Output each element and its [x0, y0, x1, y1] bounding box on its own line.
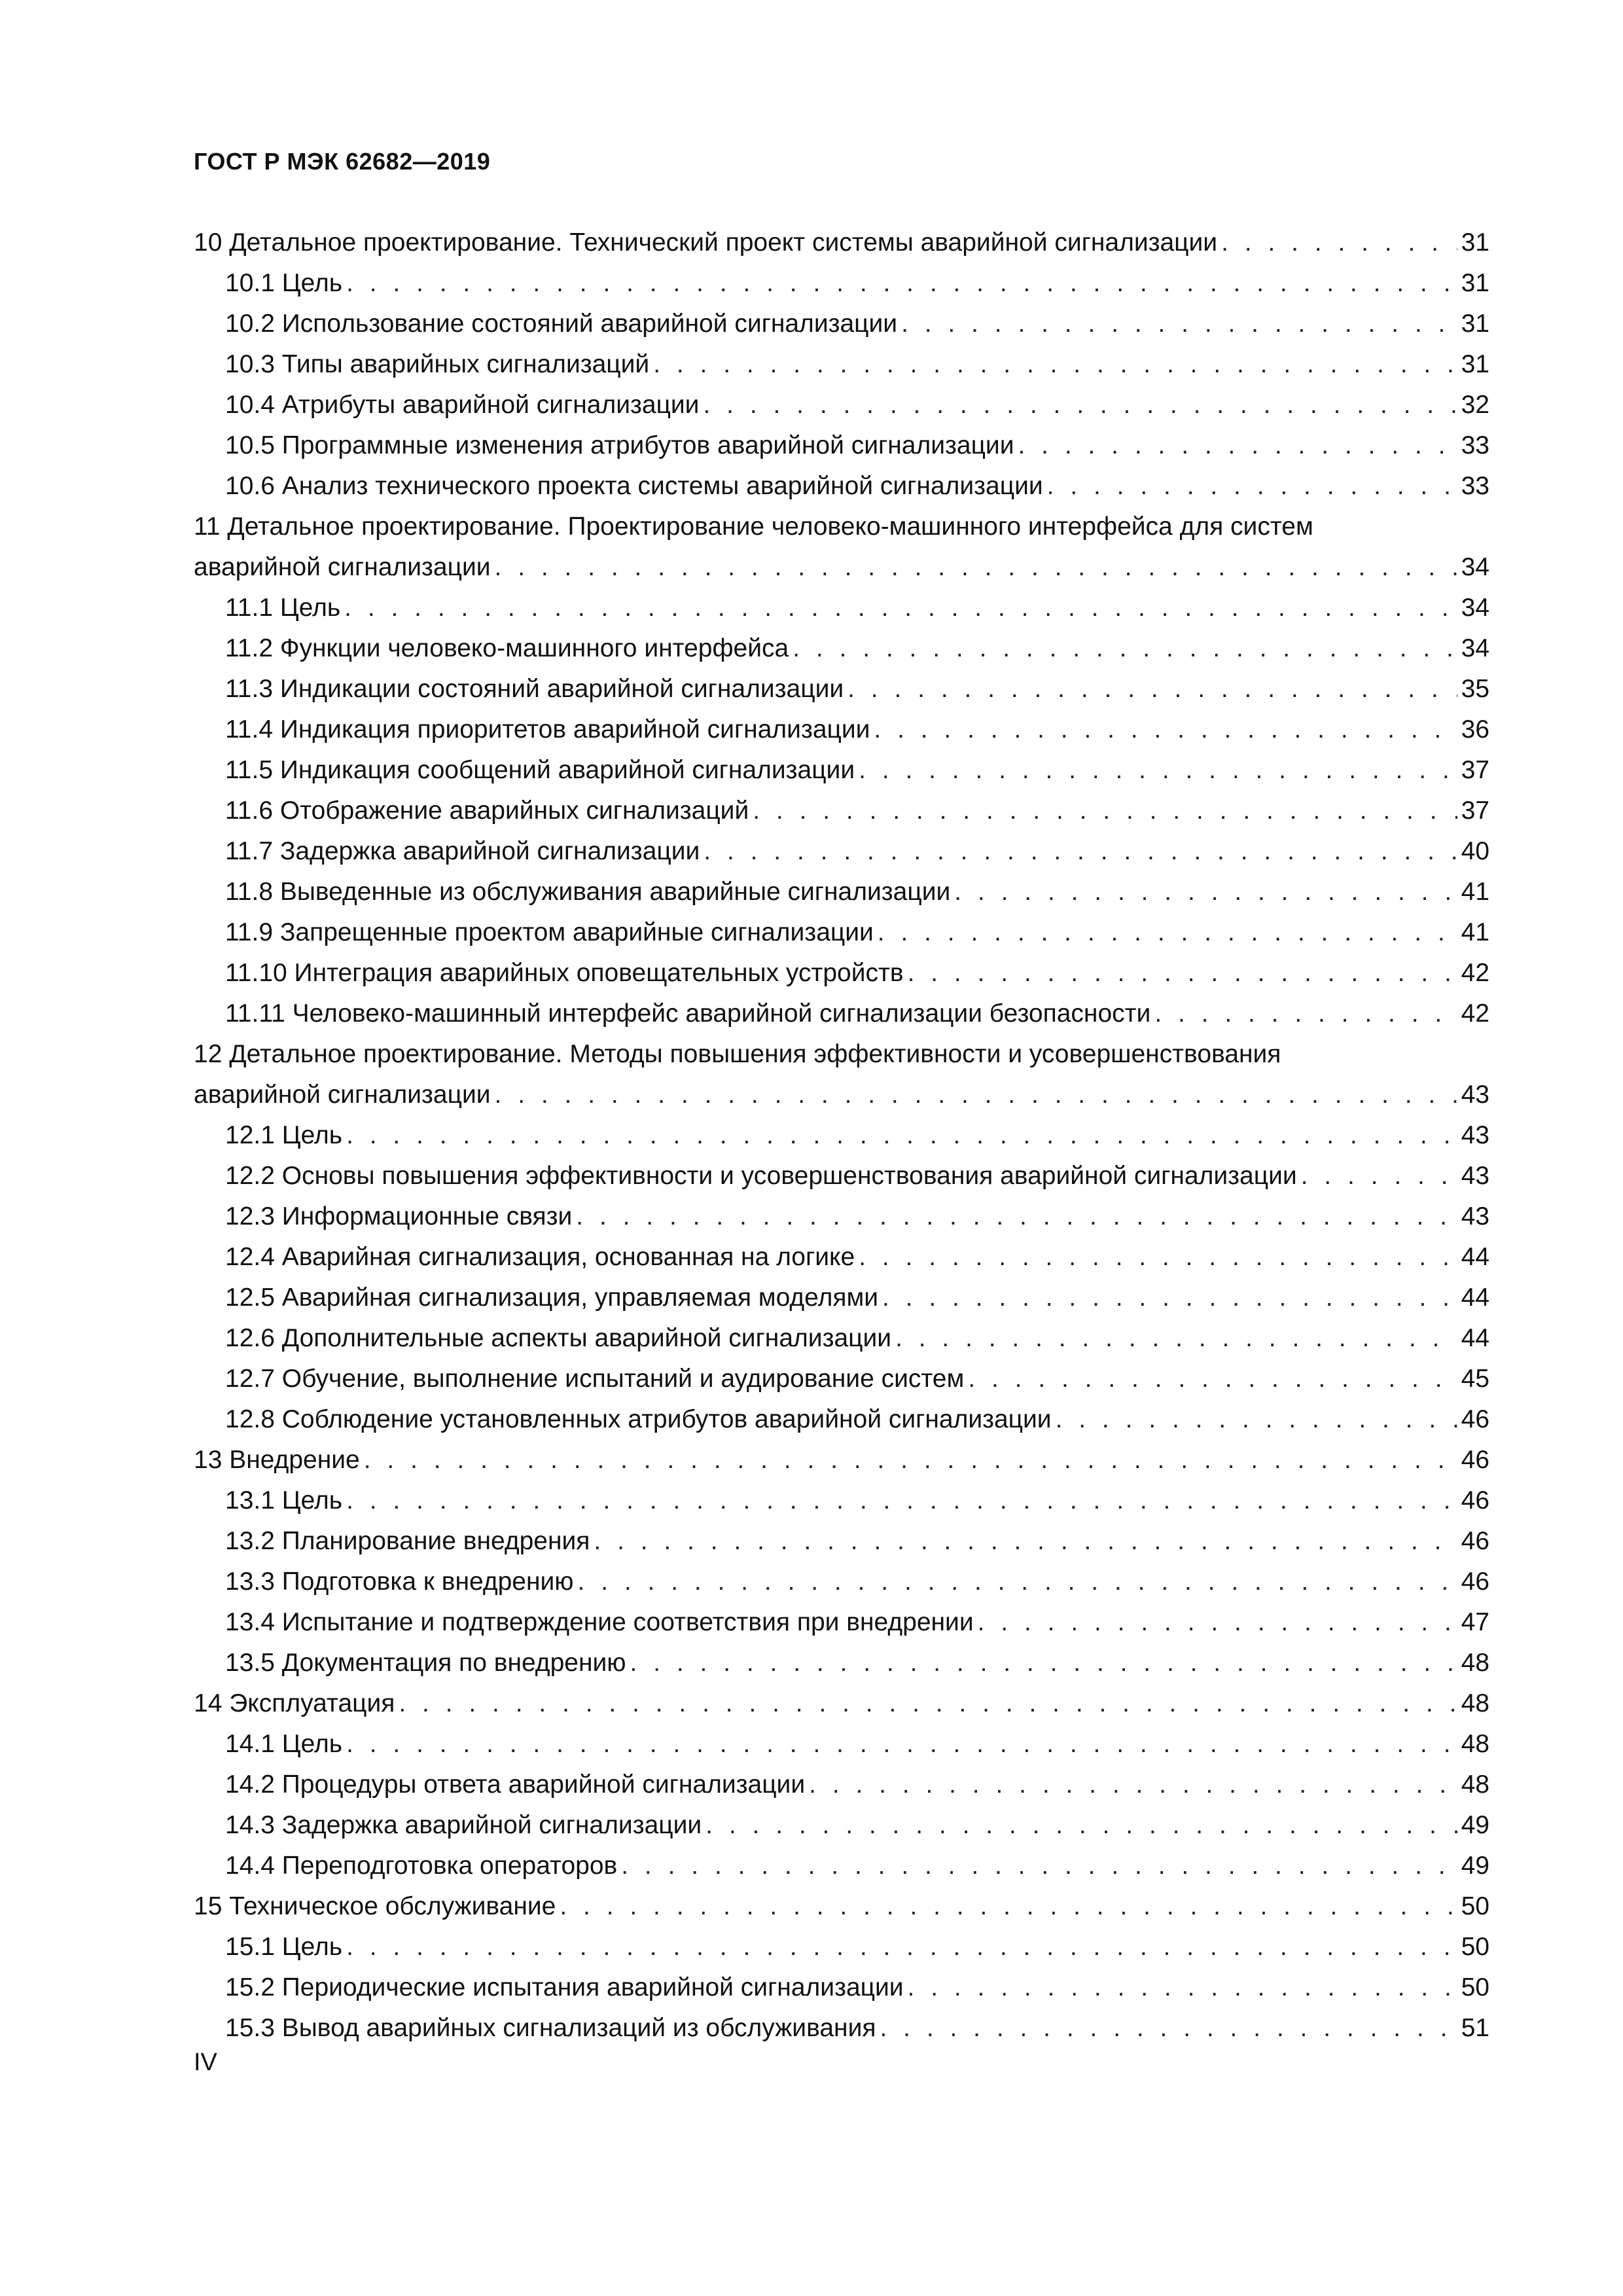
- toc-entry[interactable]: [194, 263, 1489, 304]
- toc-page-number: 48: [1461, 1649, 1489, 1677]
- toc-entry-title: 14.2 Процедуры ответа аварийной сигнализации: [225, 1770, 806, 1799]
- toc-page-number: 31: [1461, 228, 1489, 257]
- page-number: IV: [194, 2049, 217, 2076]
- toc-page-number: 34: [1461, 634, 1489, 662]
- toc-entry-title: 10.4 Атрибуты аварийной сигнализации: [225, 391, 700, 419]
- toc-entry[interactable]: [194, 344, 1489, 385]
- toc-page-number: 51: [1461, 2014, 1489, 2042]
- toc-entry-title: 11.7 Задержка аварийной сигнализации: [225, 837, 700, 865]
- toc-entry[interactable]: [194, 912, 1489, 953]
- toc-page-number: 43: [1461, 1202, 1489, 1230]
- toc-leader-dots: [1047, 466, 1457, 507]
- toc-leader-dots: [882, 1278, 1457, 1318]
- toc-page-number: 50: [1461, 1973, 1489, 2001]
- toc-leader-dots: [954, 872, 1457, 912]
- toc-entry[interactable]: [194, 385, 1489, 425]
- toc-entry-title: 10.1 Цель: [225, 269, 343, 297]
- toc-entry-title: 13.1 Цель: [225, 1486, 343, 1515]
- toc-entry[interactable]: [194, 1480, 1489, 1521]
- toc-entry[interactable]: [194, 1846, 1489, 1886]
- toc-leader-dots: [1154, 994, 1457, 1034]
- toc-entry-title: 14.3 Задержка аварийной сигнализации: [225, 1811, 702, 1839]
- document-header: ГОСТ Р МЭК 62682—2019: [194, 148, 491, 175]
- toc-leader-dots: [895, 1318, 1457, 1359]
- toc-leader-dots: [968, 1359, 1457, 1399]
- toc-entry-title: 13.2 Планирование внедрения: [225, 1527, 590, 1555]
- toc-entry-title: 14 Эксплуатация: [194, 1689, 395, 1717]
- toc-entry[interactable]: [194, 466, 1489, 507]
- toc-entry[interactable]: [194, 953, 1489, 994]
- toc-page-number: 46: [1461, 1568, 1489, 1596]
- toc-leader-dots: [495, 547, 1457, 588]
- toc-page-number: 42: [1461, 959, 1489, 987]
- toc-entry-title-continued: аварийной сигнализации: [194, 1081, 491, 1109]
- toc-leader-dots: [364, 1440, 1457, 1480]
- toc-leader-dots: [704, 831, 1457, 872]
- toc-entry[interactable]: [194, 1724, 1489, 1765]
- toc-entry-title: 11.3 Индикации состояний аварийной сигнализации: [225, 675, 844, 703]
- toc-entry-title: 12.7 Обучение, выполнение испытаний и аудирование систем: [225, 1365, 965, 1393]
- toc-leader-dots: [1301, 1156, 1457, 1196]
- toc-leader-dots: [344, 588, 1457, 628]
- toc-entry-title: 12.3 Информационные связи: [225, 1202, 573, 1230]
- toc-entry-title: 11.11 Человеко-машинный интерфейс аварийной сигнализации безопасности: [225, 999, 1151, 1028]
- toc-entry[interactable]: [194, 1359, 1489, 1399]
- toc-page-number: 42: [1461, 999, 1489, 1028]
- toc-entry-title: 11.4 Индикация приоритетов аварийной сигнализации: [225, 715, 870, 744]
- toc-page-number: 48: [1461, 1730, 1489, 1758]
- toc-entry[interactable]: [194, 1562, 1489, 1602]
- toc-leader-dots: [908, 1967, 1457, 2008]
- toc-entry-title: 11.6 Отображение аварийных сигнализаций: [225, 797, 749, 825]
- toc-entry-title: 12.5 Аварийная сигнализация, управляемая моделями: [225, 1283, 879, 1312]
- toc-leader-dots: [630, 1643, 1457, 1683]
- toc-entry-title-continued: аварийной сигнализации: [194, 553, 491, 581]
- toc-leader-dots: [705, 1805, 1457, 1846]
- toc-page-number: 50: [1461, 1933, 1489, 1961]
- toc-page-number: 37: [1461, 756, 1489, 784]
- toc-leader-dots: [346, 1480, 1457, 1521]
- toc-page-number: 46: [1461, 1527, 1489, 1555]
- toc-entry-title: 15.3 Вывод аварийных сигнализаций из обслуживания: [225, 2014, 876, 2042]
- toc-entry[interactable]: [194, 1237, 1489, 1278]
- toc-entry-title: 12.1 Цель: [225, 1121, 343, 1149]
- toc-page-number: 49: [1461, 1811, 1489, 1839]
- toc-entry[interactable]: [194, 750, 1489, 791]
- toc-page-number: 47: [1461, 1608, 1489, 1636]
- toc-entry-title: 13.4 Испытание и подтверждение соответствия при внедрении: [225, 1608, 974, 1636]
- toc-entry-title: 15.2 Периодические испытания аварийной сигнализации: [225, 1973, 904, 2001]
- toc-entry[interactable]: [194, 1683, 1489, 1724]
- toc-page-number: 43: [1461, 1081, 1489, 1109]
- toc-entry[interactable]: [194, 669, 1489, 709]
- toc-entry[interactable]: [194, 1318, 1489, 1359]
- toc-page-number: 48: [1461, 1689, 1489, 1717]
- toc-entry-title: 12.8 Соблюдение установленных атрибутов аварийной сигнализации: [225, 1405, 1052, 1433]
- toc-entry-title: 13.3 Подготовка к внедрению: [225, 1568, 574, 1596]
- toc-page-number: 40: [1461, 837, 1489, 865]
- toc-leader-dots: [578, 1562, 1457, 1602]
- toc-page-number: 48: [1461, 1770, 1489, 1799]
- toc-leader-dots: [880, 2008, 1457, 2049]
- toc-entry[interactable]: [194, 1399, 1489, 1440]
- toc-page-number: 43: [1461, 1121, 1489, 1149]
- toc-entry-title: 13 Внедрение: [194, 1446, 360, 1474]
- toc-page-number: 44: [1461, 1324, 1489, 1352]
- toc-leader-dots: [978, 1602, 1457, 1643]
- toc-page-number: 35: [1461, 675, 1489, 703]
- toc-entry[interactable]: [194, 1034, 1489, 1115]
- toc-page-number: 31: [1461, 269, 1489, 297]
- toc-entry[interactable]: [194, 1927, 1489, 1967]
- toc-leader-dots: [346, 263, 1457, 304]
- toc-entry[interactable]: [194, 1156, 1489, 1196]
- toc-entry-title: 11.2 Функции человеко-машинного интерфейса: [225, 634, 789, 662]
- toc-entry[interactable]: [194, 1765, 1489, 1805]
- table-of-contents: [194, 223, 1489, 2049]
- toc-entry-title: 10.2 Использование состояний аварийной сигнализации: [225, 310, 898, 338]
- toc-entry[interactable]: [194, 2008, 1489, 2049]
- toc-entry[interactable]: [194, 1440, 1489, 1480]
- toc-page-number: 44: [1461, 1243, 1489, 1271]
- toc-page-number: 49: [1461, 1852, 1489, 1880]
- toc-entry-title: 14.1 Цель: [225, 1730, 343, 1758]
- toc-page-number: 31: [1461, 310, 1489, 338]
- toc-leader-dots: [346, 1724, 1457, 1765]
- toc-entry-title: 11.8 Выведенные из обслуживания аварийные сигнализации: [225, 878, 951, 906]
- toc-page-number: 32: [1461, 391, 1489, 419]
- toc-entry[interactable]: [194, 1278, 1489, 1318]
- toc-entry-title: 10.5 Программные изменения атрибутов аварийной сигнализации: [225, 431, 1014, 459]
- toc-page-number: 45: [1461, 1365, 1489, 1393]
- toc-leader-dots: [346, 1927, 1457, 1967]
- toc-entry-title: 13.5 Документация по внедрению: [225, 1649, 626, 1677]
- toc-entry-title: 15 Техническое обслуживание: [194, 1892, 556, 1920]
- toc-leader-dots: [399, 1683, 1457, 1724]
- toc-entry[interactable]: [194, 223, 1489, 263]
- toc-entry[interactable]: [194, 872, 1489, 912]
- toc-leader-dots: [859, 750, 1457, 791]
- toc-page-number: 46: [1461, 1405, 1489, 1433]
- toc-entry[interactable]: [194, 831, 1489, 872]
- toc-entry[interactable]: [194, 994, 1489, 1034]
- toc-page-number: 34: [1461, 594, 1489, 622]
- toc-page-number: 46: [1461, 1486, 1489, 1515]
- toc-entry[interactable]: [194, 425, 1489, 466]
- toc-entry-title: 15.1 Цель: [225, 1933, 343, 1961]
- toc-entry-title: 12.2 Основы повышения эффективности и усовершенствования аварийной сигнализации: [225, 1162, 1297, 1190]
- toc-leader-dots: [753, 791, 1457, 831]
- toc-entry-title: 11.9 Запрещенные проектом аварийные сигнализации: [225, 918, 874, 946]
- toc-leader-dots: [793, 628, 1457, 669]
- toc-leader-dots: [560, 1886, 1457, 1927]
- toc-entry[interactable]: [194, 1602, 1489, 1643]
- toc-entry[interactable]: [194, 1886, 1489, 1927]
- toc-page-number: 41: [1461, 918, 1489, 946]
- toc-leader-dots: [1056, 1399, 1457, 1440]
- toc-leader-dots: [847, 669, 1457, 709]
- toc-leader-dots: [908, 953, 1457, 994]
- toc-entry[interactable]: [194, 709, 1489, 750]
- toc-leader-dots: [346, 1115, 1457, 1156]
- toc-page-number: 34: [1461, 553, 1489, 581]
- toc-page-number: 33: [1461, 472, 1489, 500]
- toc-leader-dots: [1221, 223, 1457, 263]
- toc-page-number: 33: [1461, 431, 1489, 459]
- toc-leader-dots: [1018, 425, 1457, 466]
- toc-page-number: 43: [1461, 1162, 1489, 1190]
- toc-page-number: 50: [1461, 1892, 1489, 1920]
- toc-leader-dots: [653, 344, 1457, 385]
- toc-leader-dots: [576, 1196, 1457, 1237]
- toc-entry[interactable]: [194, 791, 1489, 831]
- toc-entry-title: 11.5 Индикация сообщений аварийной сигнализации: [225, 756, 855, 784]
- toc-entry[interactable]: [194, 588, 1489, 628]
- toc-leader-dots: [874, 709, 1457, 750]
- toc-entry-title: 10.3 Типы аварийных сигнализаций: [225, 350, 650, 378]
- toc-entry[interactable]: [194, 1521, 1489, 1562]
- toc-page-number: 44: [1461, 1283, 1489, 1312]
- toc-page-number: 41: [1461, 878, 1489, 906]
- toc-page-number: 46: [1461, 1446, 1489, 1474]
- toc-entry[interactable]: [194, 304, 1489, 344]
- toc-leader-dots: [621, 1846, 1457, 1886]
- toc-leader-dots: [809, 1765, 1457, 1805]
- toc-entry-title: 10 Детальное проектирование. Технический проект системы аварийной сигнализации: [194, 228, 1218, 257]
- toc-leader-dots: [703, 385, 1457, 425]
- toc-entry[interactable]: [194, 628, 1489, 669]
- toc-leader-dots: [859, 1237, 1457, 1278]
- toc-leader-dots: [878, 912, 1457, 953]
- toc-entry-title: 12.4 Аварийная сигнализация, основанная на логике: [225, 1243, 855, 1271]
- toc-leader-dots: [495, 1075, 1457, 1115]
- toc-entry-title: 10.6 Анализ технического проекта системы аварийной сигнализации: [225, 472, 1043, 500]
- toc-entry-title: 11.10 Интеграция аварийных оповещательных устройств: [225, 959, 904, 987]
- toc-entry[interactable]: [194, 1643, 1489, 1683]
- toc-entry-title: 14.4 Переподготовка операторов: [225, 1852, 618, 1880]
- toc-leader-dots: [901, 304, 1457, 344]
- toc-entry-title: 12.6 Дополнительные аспекты аварийной сигнализации: [225, 1324, 892, 1352]
- toc-page-number: 37: [1461, 797, 1489, 825]
- toc-entry[interactable]: [194, 1115, 1489, 1156]
- toc-page-number: 31: [1461, 350, 1489, 378]
- toc-leader-dots: [594, 1521, 1457, 1562]
- toc-entry[interactable]: [194, 507, 1489, 588]
- toc-entry[interactable]: [194, 1196, 1489, 1237]
- toc-entry-title: 11.1 Цель: [225, 594, 341, 622]
- toc-entry-title: 11 Детальное проектирование. Проектирование человеко-машинного интерфейса для систем: [194, 512, 1313, 541]
- toc-entry-title: 12 Детальное проектирование. Методы повышения эффективности и усовершенствования: [194, 1040, 1281, 1068]
- toc-entry[interactable]: [194, 1967, 1489, 2008]
- toc-entry[interactable]: [194, 1805, 1489, 1846]
- toc-page-number: 36: [1461, 715, 1489, 744]
